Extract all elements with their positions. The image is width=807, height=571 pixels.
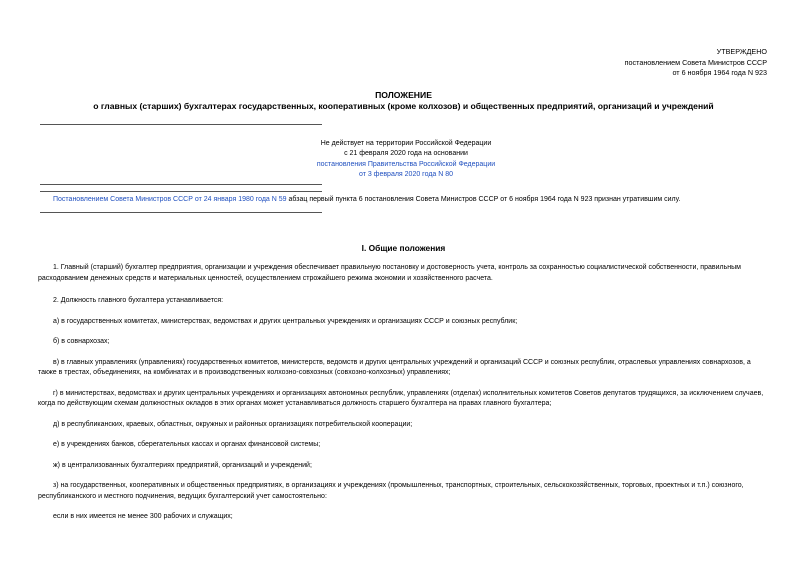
notice-line-1: Не действует на территории Российской Федерации (320, 140, 492, 147)
paragraph-2: 2. Должность главного бухгалтера устанавливается: (53, 297, 224, 304)
notice-link-1[interactable]: постановления Правительства Российской Федерации (316, 160, 496, 168)
divider (40, 124, 322, 125)
notice-link-2[interactable]: от 3 февраля 2020 года N 80 (358, 171, 454, 179)
amendment-link[interactable]: Постановлением Совета Министров СССР от 24 января 1980 года N 59 (53, 196, 287, 203)
approval-label: УТВЕРЖДЕНО (716, 47, 767, 56)
approval-authority: постановлением Совета Министров СССР (624, 57, 767, 67)
document-title (40, 90, 767, 112)
paragraph-1: 1. Главный (старший) бухгалтер предприятия, организации и учреждения обеспечивает правильную постановку и достоверность учета, контроль за сохранностью социалистической собственности, правильным расходованием денежных средств и материальных ценностей, осуществлением строжайшего режима экономии и хозяйственного расчета. (38, 264, 741, 282)
amendment-text: абзац первый пункта 6 постановления Совета Министров СССР от 6 ноября 1964 года N 923 признан утратившим силу. (286, 196, 681, 203)
divider (40, 212, 322, 213)
paragraph-2e: д) в республиканских, краевых, областных, окружных и районных организациях потребительской кооперации; (53, 420, 413, 428)
status-notice (300, 139, 512, 181)
title-subtitle: о главных (старших) бухгалтерах государственных, кооперативных (кроме колхозов) и общественных предприятий, организаций и учреждений (93, 101, 714, 111)
paragraph-2c: в) в главных управлениях (управлениях) государственных комитетов, министерств, ведомств и других центральных учреждений и организаций СССР и союзных республик, отраслевых управлениях совнархозов, а также в трестах, объединениях, на комбинатах и в производственных колхозно-совхозных (совхозно-колхозных) управлениях; (38, 358, 751, 376)
paragraph-2h-1: если в них имеется не менее 300 рабочих и служащих; (53, 513, 233, 520)
paragraph-2b: б) в совнархозах; (53, 338, 110, 345)
paragraph-2f: е) в учреждениях банков, сберегательных кассах и органах финансовой системы; (53, 441, 321, 448)
document-body (38, 263, 767, 523)
paragraph-2a: а) в государственных комитетах, министерствах, ведомствах и других центральных учреждениях и организациях СССР и союзных республик; (53, 317, 518, 325)
approval-date: от 6 ноября 1964 года N 923 (672, 68, 767, 77)
section-heading: I. Общие положения (361, 243, 446, 253)
divider (40, 184, 322, 185)
paragraph-2h: з) на государственных, кооперативных и общественных предприятиях, в организациях и учреждениях (промышленных, транспортных, строительных, сельскохозяйственных, торговых, проектных и т.п.) союзного, республиканского и местного подчинения, ведущих бухгалтерский учет самостоятельно: (38, 482, 744, 500)
divider (40, 191, 322, 192)
notice-line-2: с 21 февраля 2020 года на основании (344, 150, 468, 158)
approval-block (625, 47, 767, 79)
amendment-note (53, 195, 767, 205)
paragraph-2g: ж) в централизованных бухгалтериях предприятий, организаций и учреждений; (53, 461, 312, 469)
title-main: ПОЛОЖЕНИЕ (375, 90, 432, 100)
paragraph-2d: г) в министерствах, ведомствах и других центральных учреждениях и организациях автономных республик, управлениях (отделах) исполнительных комитетов Советов депутатов трудящихся, за исключением случаев, когда по действующим схемам должностных окладов в этих органах может устанавливаться должность старшего бухгалтера на правах главного бухгалтера; (38, 389, 764, 407)
